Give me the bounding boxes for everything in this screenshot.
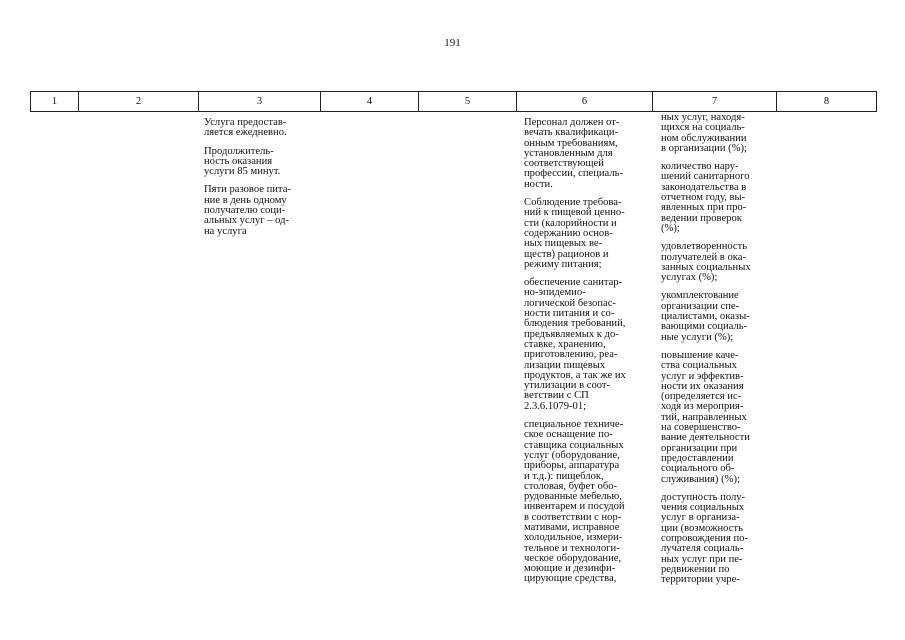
text-line: (%);	[661, 222, 680, 234]
column-header-row	[31, 92, 877, 112]
text-line: законодательства в	[661, 181, 747, 193]
text-line: сопровождения по-	[661, 532, 748, 544]
text-line: цирующие средства,	[524, 573, 617, 585]
paragraph	[204, 147, 316, 178]
text-line: услугах (%);	[661, 272, 718, 284]
text-line: ных пищевых ве-	[524, 238, 603, 250]
text-line: ных услуг, находя-	[661, 112, 745, 123]
text-line: лучателя социаль-	[661, 543, 744, 555]
paragraph	[661, 351, 779, 485]
text-line: профессии, специаль-	[524, 168, 623, 180]
paragraph	[661, 242, 779, 283]
paragraph	[661, 291, 779, 342]
text-line: количество нару-	[661, 161, 739, 173]
text-line: Пяти разовое пита-	[204, 184, 291, 196]
text-line: вающими социаль-	[661, 321, 748, 333]
text-line: онным требованиям,	[524, 137, 618, 149]
column-header-table	[30, 91, 877, 112]
text-line: но-эпидемио-	[524, 287, 586, 299]
text-line: социального об-	[661, 463, 735, 475]
text-line: ность оказания	[204, 155, 273, 167]
column-header: 5	[419, 92, 517, 112]
text-line: услуг (оборудование,	[524, 449, 620, 461]
text-line: ных услуг при пе-	[661, 553, 743, 565]
text-line: получателю соци-	[204, 205, 286, 217]
text-line: ветствии с СП	[524, 390, 589, 402]
text-line: ходя из мероприя-	[661, 401, 744, 413]
text-line: явленных при про-	[661, 202, 747, 214]
paragraph	[204, 118, 316, 139]
text-line: укомплектование	[661, 290, 739, 302]
text-line: ское оснащение по-	[524, 429, 613, 441]
text-line: получателей в ока-	[661, 251, 746, 263]
text-line: ном обслуживании	[661, 132, 747, 144]
text-line: ные услуги (%);	[661, 331, 734, 343]
paragraph	[524, 198, 651, 270]
text-line: предоставлении	[661, 452, 734, 464]
text-line: занных социальных	[661, 261, 751, 273]
text-line: территории учре-	[661, 574, 740, 586]
text-line: отчетном году, вы-	[661, 192, 746, 204]
text-line: организации при	[661, 442, 738, 454]
column-header: 3	[199, 92, 321, 112]
text-line: тий, направленных	[661, 411, 747, 423]
page-number: 191	[444, 37, 461, 49]
column-3-text	[204, 118, 316, 245]
text-line: предъявляемых к до-	[524, 328, 619, 340]
text-line: тельное и технологи-	[524, 542, 620, 554]
text-line: ности их оказания	[661, 380, 744, 392]
text-line: ние в день одному	[204, 194, 287, 206]
text-line: ществ) рационов и	[524, 248, 609, 260]
paragraph	[524, 118, 651, 190]
column-header: 7	[653, 92, 777, 112]
text-line: Услуга предостав-	[204, 117, 287, 128]
text-line: чения социальных	[661, 502, 745, 514]
text-line: логической безопас-	[524, 297, 616, 309]
text-line: моющие и дезинфи-	[524, 563, 616, 575]
text-line: ства социальных	[661, 360, 737, 372]
text-line: Персонал должен от-	[524, 117, 620, 128]
text-line: служивания) (%);	[661, 473, 740, 485]
text-line: (определяется ис-	[661, 391, 742, 403]
column-header: 8	[777, 92, 877, 112]
text-line: в организации (%);	[661, 142, 747, 154]
text-line: продуктов, а так же их	[524, 369, 626, 381]
paragraph	[661, 493, 779, 586]
text-line: обеспечение санитар-	[524, 277, 623, 289]
text-line: вечать квалификаци-	[524, 127, 619, 139]
text-line: ности.	[524, 178, 553, 190]
text-line: услуг в организа-	[661, 512, 740, 524]
text-line: ции (возможность	[661, 522, 743, 534]
text-line: холодильное, измери-	[524, 532, 623, 544]
text-line: специальное техниче-	[524, 419, 624, 431]
text-line: на услуга	[204, 225, 247, 237]
text-line: шений санитарного	[661, 171, 750, 183]
text-line: соответствующей	[524, 158, 604, 170]
paragraph	[524, 420, 651, 585]
column-header: 1	[31, 92, 79, 112]
text-line: 2.3.6.1079-01;	[524, 400, 587, 412]
text-line: повышение каче-	[661, 349, 739, 361]
text-line: ставке, хранению,	[524, 338, 606, 350]
text-line: ческое оборудование,	[524, 552, 622, 564]
text-line: Соблюдение требова-	[524, 197, 622, 209]
text-line: содержанию основ-	[524, 227, 613, 239]
text-line: ляется ежедневно.	[204, 127, 287, 139]
text-line: организации спе-	[661, 300, 740, 312]
text-line: приготовлению, реа-	[524, 349, 618, 361]
paragraph	[661, 162, 779, 234]
column-header: 4	[321, 92, 419, 112]
text-line: ведении проверок	[661, 212, 742, 224]
text-line: столовая, буфет обо-	[524, 480, 618, 492]
text-line: утилизации в соот-	[524, 380, 611, 392]
text-line: вание деятельности	[661, 432, 750, 444]
text-line: и т.д.): пищеблок,	[524, 470, 604, 482]
text-line: мативами, исправное	[524, 521, 620, 533]
text-line: щихся на социаль-	[661, 122, 745, 134]
text-line: циалистами, оказы-	[661, 311, 750, 323]
paragraph	[524, 278, 651, 412]
paragraph	[661, 113, 779, 154]
column-6-text	[524, 118, 651, 593]
text-line: сти (калорийности и	[524, 217, 617, 229]
column-7-text	[661, 113, 779, 593]
text-line: в соответствии с нор-	[524, 511, 622, 523]
text-line: удовлетворенность	[661, 241, 748, 253]
text-line: на совершенство-	[661, 422, 741, 434]
text-line: рудованные мебелью,	[524, 491, 622, 503]
text-line: ности питания и со-	[524, 308, 615, 320]
text-line: ний к пищевой ценно-	[524, 207, 625, 219]
text-line: редвижении по	[661, 563, 730, 575]
text-line: Продолжитель-	[204, 145, 274, 157]
text-line: блюдения требований,	[524, 318, 626, 330]
text-line: установленным для	[524, 147, 613, 159]
text-line: услуги 85 минут.	[204, 166, 281, 178]
text-line: приборы, аппаратура	[524, 460, 620, 472]
text-line: лизации пищевых	[524, 359, 606, 371]
text-line: режиму питания;	[524, 258, 602, 270]
column-header: 6	[517, 92, 653, 112]
text-line: услуг и эффектив-	[661, 370, 744, 382]
text-line: инвентарем и посудой	[524, 501, 625, 513]
column-header: 2	[79, 92, 199, 112]
text-line: альных услуг – од-	[204, 215, 290, 227]
text-line: ставщика социальных	[524, 439, 624, 451]
text-line: доступность полу-	[661, 491, 746, 503]
paragraph	[204, 185, 316, 236]
